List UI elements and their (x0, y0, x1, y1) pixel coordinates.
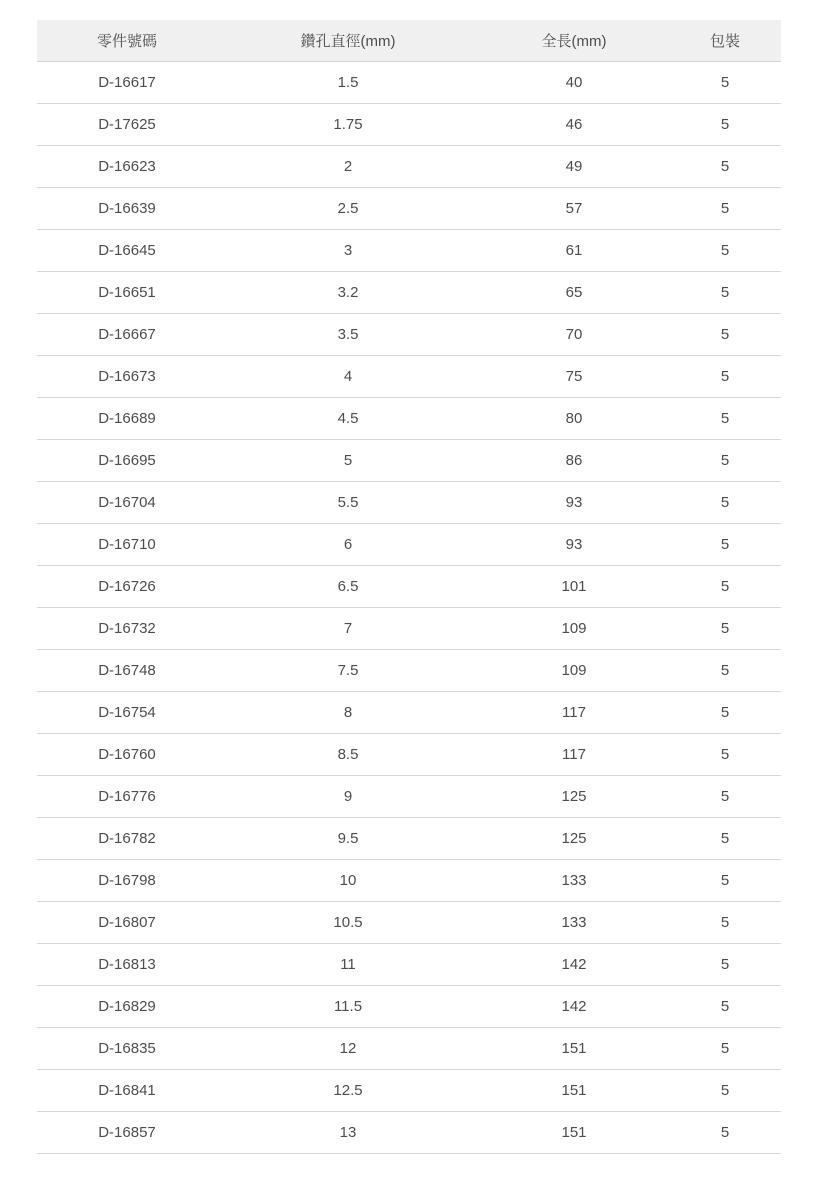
table-row (37, 775, 781, 817)
cell-overall-length: 40 (479, 61, 669, 103)
cell-drill-diameter: 3.2 (217, 271, 479, 313)
cell-drill-diameter: 3 (217, 229, 479, 271)
column-header-overall-length: 全長(mm) (479, 20, 669, 61)
table-row (37, 943, 781, 985)
cell-packaging: 5 (669, 355, 781, 397)
cell-overall-length: 117 (479, 691, 669, 733)
table-row (37, 229, 781, 271)
cell-overall-length: 109 (479, 607, 669, 649)
cell-packaging: 5 (669, 397, 781, 439)
cell-packaging: 5 (669, 649, 781, 691)
cell-drill-diameter: 9.5 (217, 817, 479, 859)
cell-overall-length: 65 (479, 271, 669, 313)
cell-part-number: D-16645 (37, 229, 217, 271)
table-header (37, 20, 781, 61)
column-header-drill-diameter: 鑽孔直徑(mm) (217, 20, 479, 61)
cell-part-number: D-16651 (37, 271, 217, 313)
table-row (37, 859, 781, 901)
cell-overall-length: 80 (479, 397, 669, 439)
cell-overall-length: 93 (479, 481, 669, 523)
cell-packaging: 5 (669, 691, 781, 733)
cell-overall-length: 86 (479, 439, 669, 481)
cell-drill-diameter: 7.5 (217, 649, 479, 691)
table-row (37, 901, 781, 943)
cell-drill-diameter: 10 (217, 859, 479, 901)
cell-drill-diameter: 8 (217, 691, 479, 733)
cell-drill-diameter: 10.5 (217, 901, 479, 943)
cell-packaging: 5 (669, 943, 781, 985)
cell-drill-diameter: 3.5 (217, 313, 479, 355)
table-row (37, 691, 781, 733)
cell-drill-diameter: 2 (217, 145, 479, 187)
cell-part-number: D-16813 (37, 943, 217, 985)
cell-drill-diameter: 2.5 (217, 187, 479, 229)
cell-drill-diameter: 11 (217, 943, 479, 985)
table-row (37, 481, 781, 523)
cell-drill-diameter: 7 (217, 607, 479, 649)
table-row (37, 649, 781, 691)
cell-packaging: 5 (669, 775, 781, 817)
cell-overall-length: 151 (479, 1027, 669, 1069)
cell-part-number: D-16782 (37, 817, 217, 859)
cell-drill-diameter: 4 (217, 355, 479, 397)
cell-packaging: 5 (669, 313, 781, 355)
table-row (37, 397, 781, 439)
cell-packaging: 5 (669, 145, 781, 187)
cell-drill-diameter: 1.75 (217, 103, 479, 145)
cell-part-number: D-16617 (37, 61, 217, 103)
cell-packaging: 5 (669, 61, 781, 103)
cell-overall-length: 151 (479, 1069, 669, 1111)
cell-part-number: D-16726 (37, 565, 217, 607)
column-header-part-number: 零件號碼 (37, 20, 217, 61)
cell-overall-length: 49 (479, 145, 669, 187)
table-row (37, 103, 781, 145)
cell-packaging: 5 (669, 733, 781, 775)
cell-drill-diameter: 13 (217, 1111, 479, 1153)
cell-overall-length: 101 (479, 565, 669, 607)
cell-drill-diameter: 1.5 (217, 61, 479, 103)
table-row (37, 271, 781, 313)
cell-overall-length: 46 (479, 103, 669, 145)
table-row (37, 1069, 781, 1111)
table-row (37, 145, 781, 187)
cell-part-number: D-16732 (37, 607, 217, 649)
cell-part-number: D-16673 (37, 355, 217, 397)
table-row (37, 1027, 781, 1069)
cell-drill-diameter: 4.5 (217, 397, 479, 439)
cell-overall-length: 125 (479, 817, 669, 859)
cell-packaging: 5 (669, 229, 781, 271)
cell-packaging: 5 (669, 565, 781, 607)
cell-part-number: D-16689 (37, 397, 217, 439)
table-row (37, 61, 781, 103)
cell-packaging: 5 (669, 985, 781, 1027)
cell-part-number: D-16798 (37, 859, 217, 901)
cell-part-number: D-16704 (37, 481, 217, 523)
cell-drill-diameter: 6.5 (217, 565, 479, 607)
cell-part-number: D-16639 (37, 187, 217, 229)
cell-part-number: D-17625 (37, 103, 217, 145)
table-row (37, 985, 781, 1027)
cell-part-number: D-16760 (37, 733, 217, 775)
cell-packaging: 5 (669, 859, 781, 901)
table-row (37, 565, 781, 607)
cell-packaging: 5 (669, 271, 781, 313)
table-row (37, 523, 781, 565)
cell-packaging: 5 (669, 817, 781, 859)
column-header-packaging: 包裝 (669, 20, 781, 61)
cell-packaging: 5 (669, 1069, 781, 1111)
cell-part-number: D-16835 (37, 1027, 217, 1069)
cell-overall-length: 133 (479, 901, 669, 943)
header-row (37, 20, 781, 61)
cell-drill-diameter: 8.5 (217, 733, 479, 775)
table-row (37, 817, 781, 859)
cell-packaging: 5 (669, 103, 781, 145)
cell-packaging: 5 (669, 439, 781, 481)
cell-overall-length: 133 (479, 859, 669, 901)
cell-overall-length: 75 (479, 355, 669, 397)
table-row (37, 439, 781, 481)
table-row (37, 313, 781, 355)
cell-part-number: D-16776 (37, 775, 217, 817)
cell-packaging: 5 (669, 523, 781, 565)
table-row (37, 355, 781, 397)
cell-part-number: D-16829 (37, 985, 217, 1027)
cell-overall-length: 117 (479, 733, 669, 775)
cell-overall-length: 93 (479, 523, 669, 565)
parts-spec-table (37, 20, 781, 1154)
table-row (37, 1111, 781, 1153)
cell-drill-diameter: 5 (217, 439, 479, 481)
cell-packaging: 5 (669, 1027, 781, 1069)
table-row (37, 187, 781, 229)
cell-part-number: D-16754 (37, 691, 217, 733)
cell-overall-length: 142 (479, 985, 669, 1027)
table-row (37, 607, 781, 649)
cell-packaging: 5 (669, 1111, 781, 1153)
cell-drill-diameter: 5.5 (217, 481, 479, 523)
cell-drill-diameter: 12 (217, 1027, 479, 1069)
cell-drill-diameter: 9 (217, 775, 479, 817)
cell-overall-length: 151 (479, 1111, 669, 1153)
cell-part-number: D-16857 (37, 1111, 217, 1153)
cell-part-number: D-16807 (37, 901, 217, 943)
cell-drill-diameter: 12.5 (217, 1069, 479, 1111)
cell-part-number: D-16710 (37, 523, 217, 565)
table-row (37, 733, 781, 775)
cell-overall-length: 109 (479, 649, 669, 691)
cell-part-number: D-16667 (37, 313, 217, 355)
cell-part-number: D-16695 (37, 439, 217, 481)
cell-drill-diameter: 6 (217, 523, 479, 565)
cell-packaging: 5 (669, 187, 781, 229)
cell-overall-length: 125 (479, 775, 669, 817)
table-body (37, 61, 781, 1153)
cell-drill-diameter: 11.5 (217, 985, 479, 1027)
cell-overall-length: 57 (479, 187, 669, 229)
cell-part-number: D-16841 (37, 1069, 217, 1111)
cell-overall-length: 70 (479, 313, 669, 355)
cell-packaging: 5 (669, 607, 781, 649)
cell-packaging: 5 (669, 481, 781, 523)
cell-part-number: D-16748 (37, 649, 217, 691)
cell-part-number: D-16623 (37, 145, 217, 187)
cell-overall-length: 142 (479, 943, 669, 985)
cell-packaging: 5 (669, 901, 781, 943)
cell-overall-length: 61 (479, 229, 669, 271)
